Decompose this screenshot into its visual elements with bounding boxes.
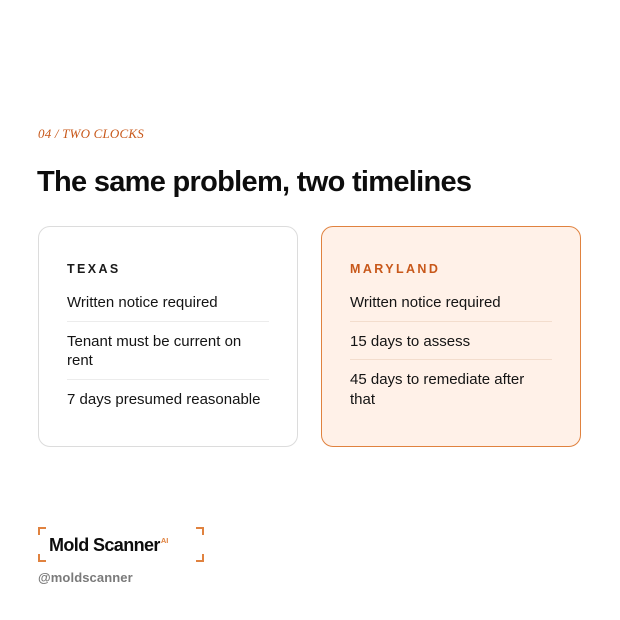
brand-ai-badge: AI [160,536,169,545]
texas-card [38,226,298,447]
section-eyebrow: 04 / TWO CLOCKS [38,126,144,141]
maryland-card-title: MARYLAND [350,262,441,276]
brand-logo [38,527,204,562]
maryland-card [321,226,581,447]
logo-corner-top-right [196,527,204,535]
brand-name-text: Mold Scanner [49,535,160,555]
texas-requirements-list [67,291,269,417]
texas-card-title: TEXAS [67,262,121,276]
list-item: Written notice required [350,291,552,322]
page-title: The same problem, two timelines [37,166,472,198]
list-item: Written notice required [67,291,269,322]
maryland-requirements-list [350,291,552,417]
social-handle: @moldscanner [38,570,133,585]
list-item: 7 days presumed reasonable [67,390,261,408]
logo-corner-top-left [38,527,46,535]
brand-name [49,535,168,559]
list-item: 45 days to remediate after that [350,371,525,408]
list-item: 15 days to assess [350,330,552,361]
logo-corner-bottom-left [38,554,46,562]
list-item: Tenant must be current on rent [67,330,269,380]
logo-corner-bottom-right [196,554,204,562]
